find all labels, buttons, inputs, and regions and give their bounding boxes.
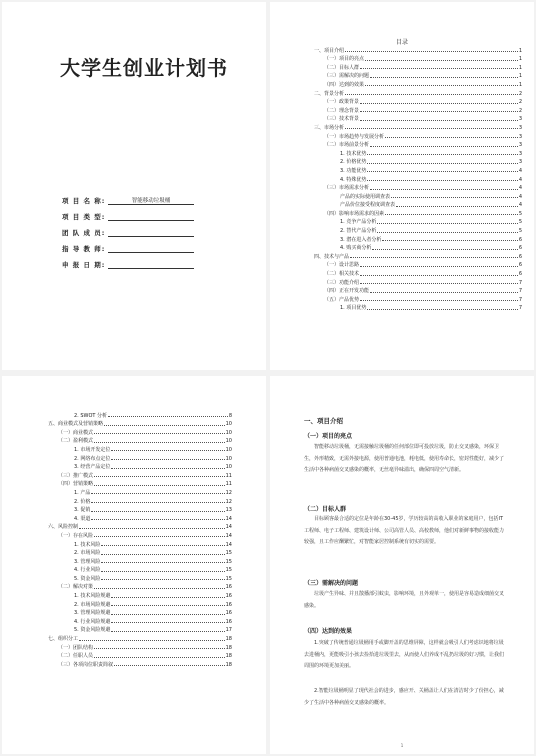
toc-entry-text: （一）团队结构 [58,644,94,651]
cover-field [62,260,194,269]
toc-entry[interactable] [314,260,522,269]
toc-entry-page: 10 [225,421,232,428]
toc-entry-text: （三）推广模式 [58,472,94,479]
toc-entry[interactable] [48,444,232,453]
toc-entry-page: 7 [518,296,522,303]
toc-entry-page: 3 [518,159,522,166]
cover-field-label: 项 目 名 称: [62,197,106,205]
paragraph-problems: 垃圾产生异味、并且散播部引蚊虫，影响环境，且外观单一，使用是容易造成细菌交叉感染。 [304,591,505,609]
toc-entry-page: 2 [518,107,522,114]
toc-entry[interactable] [314,105,522,114]
section-title: 一、项目介绍 [304,417,343,425]
toc-leader-dots [94,476,225,477]
toc-list-1 [314,45,522,311]
toc-list-2 [48,410,232,668]
subsection-heading-2: （二）目标人群 [304,506,347,513]
toc-entry[interactable] [314,165,522,174]
toc-entry-page: 11 [225,472,232,479]
cover-field-value [108,212,194,221]
toc-entry-page: 6 [518,253,522,260]
toc-entry-text: （四）达到的效果 [324,81,365,88]
toc-entry[interactable] [314,217,522,226]
toc-entry-page: 1 [518,64,522,71]
paragraph-effect-2: 2.智能垃圾桶明显了现代社会的进步，感应开、关桶盖让人们在清洁时少了份担心，减少了生活中各种病菌交叉感染的概率。 [304,688,504,706]
toc-entry-page: 11 [225,481,232,488]
toc-leader-dots [79,640,225,641]
toc-entry[interactable] [48,633,232,642]
toc-entry-page: 5 [518,210,522,217]
toc-entry-text: 2. 替代产品分析 [340,228,377,235]
toc-entry-text: 3. 功能优势 [340,167,367,174]
cover-field [62,228,194,237]
toc-leader-dots [94,442,225,443]
toc-entry[interactable] [314,251,522,260]
toc-entry-page: 16 [225,593,232,600]
toc-entry[interactable] [48,427,232,436]
toc-entry-page: 12 [225,489,232,496]
cover-field-value [108,260,194,269]
subsection-heading-4: （四）达到的效果 [304,628,353,635]
toc-entry-text: 二、背景分析 [314,90,345,97]
toc-entry-text: （三）功能介绍 [324,279,360,286]
toc-entry[interactable] [314,191,522,200]
toc-entry-page: 16 [225,618,232,625]
toc-leader-dots [360,120,518,121]
paragraph-effect-1: 1.突破了传统普通垃圾桶用手或脚开盖的思维屏障，这样就会吸引人们考虑识地将垃圾去进桶内，更能吸引小孩去捡拾进垃圾里去，从而使人们养成不乱扔垃圾的好习惯，让我们周围的环境更加美丽。 [304,640,505,669]
toc-leader-dots [111,597,224,598]
toc-entry-page: 1 [518,47,522,54]
toc-entry-text: 3. 经营产品定位 [74,464,111,471]
toc-entry[interactable] [314,148,522,157]
toc-leader-dots [111,614,224,615]
toc-entry-text: 2. 市场风险规避 [74,601,111,608]
toc-entry[interactable] [48,599,232,608]
toc-entry-page: 10 [225,464,232,471]
toc-entry-page: 7 [518,279,522,286]
toc-entry-page: 10 [225,438,232,445]
toc-entry-text: 3. 管理风险规避 [74,610,111,617]
toc-entry-text: （一）项目的亮点 [324,56,365,63]
toc-entry-text: 2. 价格 [74,498,91,505]
toc-entry-text: 五、商业模式及营销策略 [48,421,104,428]
toc-entry-text: 3. 管理风险 [74,558,101,565]
toc-entry[interactable] [314,286,522,295]
toc-entry-text: （三）市场需求分析 [324,185,370,192]
toc-leader-dots [370,189,518,190]
toc-entry-text: 一、项目介绍 [314,47,345,54]
toc-entry[interactable] [48,548,232,557]
toc-entry-page: 18 [225,653,232,660]
toc-leader-dots [94,657,225,658]
toc-leader-dots [94,433,225,434]
toc-leader-dots [101,562,224,563]
toc-entry[interactable] [314,183,522,192]
toc-entry-page: 14 [225,532,232,539]
toc-entry-text: （二）盈利模式 [58,438,94,445]
toc-entry[interactable] [314,62,522,71]
toc-entry[interactable] [48,582,232,591]
toc-entry-text: 1. 技术优势 [340,150,367,157]
toc-leader-dots [94,485,225,486]
toc-entry-text: 1. 技术风险规避 [74,593,111,600]
cover-field [62,244,194,253]
toc-leader-dots [367,309,517,310]
toc-entry-text: 4. 行业风险规避 [74,618,111,625]
toc-leader-dots [360,266,518,267]
toc-entry-page: 1 [518,81,522,88]
toc-leader-dots [94,588,225,589]
toc-entry[interactable] [314,122,522,131]
toc-entry-text: 六、风险控制 [48,524,79,531]
toc-leader-dots [360,275,518,276]
toc-leader-dots [370,77,518,78]
toc-leader-dots [350,257,518,258]
toc-entry-text: （二）相关技术 [324,271,360,278]
toc-leader-dots [365,85,518,86]
toc-entry[interactable] [314,208,522,217]
toc-entry-text: （三）需解决的问题 [324,73,370,80]
toc-entry[interactable] [48,496,232,505]
toc-entry-page: 14 [225,524,232,531]
toc-leader-dots [377,232,517,233]
toc-entry[interactable] [48,573,232,582]
toc-entry-text: （三）各项岗位职责简叙 [58,661,114,668]
toc-entry-page: 18 [225,644,232,651]
toc-entry-page: 4 [518,202,522,209]
toc-entry-page: 15 [225,575,232,582]
toc-entry[interactable] [314,54,522,63]
toc-entry[interactable] [48,539,232,548]
toc-entry-page: 3 [518,133,522,140]
toc-leader-dots [385,214,518,215]
toc-leader-dots [91,511,224,512]
toc-entry-page: 7 [518,288,522,295]
cover-field-value: 智能移动垃圾桶 [108,196,194,205]
toc-entry-text: 2. 网络布点定位 [74,455,111,462]
toc-leader-dots [367,163,517,164]
toc-entry[interactable] [48,410,232,419]
toc-entry-page: 16 [225,601,232,608]
toc-entry[interactable] [48,556,232,565]
toc-leader-dots [360,300,518,301]
toc-entry[interactable] [48,487,232,496]
toc-entry-text: （二）理念背景 [324,107,360,114]
toc-entry[interactable] [314,140,522,149]
toc-entry-text: （二）目标人群 [324,64,360,71]
toc-entry-text: 4. 购买商分析 [340,245,372,252]
toc-entry[interactable] [48,479,232,488]
paragraph-target-group: 目标顾客最合适的定位是年龄在30-45岁，学历较高的高收入职业的家庭用户，包括IT工程师、电子工程师、建筑设计师、公司高管人员、高校教师，他们对新鲜事物的接收能力较强，且工作应酬繁忙，对智能家居控制系统有切实的需要。 [304,516,505,545]
toc-entry-page: 6 [518,262,522,269]
toc-entry-page: 3 [518,124,522,131]
toc-entry[interactable] [48,505,232,514]
toc-entry[interactable] [314,157,522,166]
toc-entry-page: 10 [225,455,232,462]
toc-entry-text: （一）商业模式 [58,429,94,436]
toc-entry-text: （五）产品优势 [324,296,360,303]
toc-entry-page: 2 [518,90,522,97]
toc-leader-dots [111,459,224,460]
toc-entry-text: 3. 促销 [74,507,91,514]
toc-entry-text: （一）存在风险 [58,532,94,539]
toc-entry[interactable] [314,268,522,277]
toc-leader-dots [101,554,224,555]
toc-entry[interactable] [48,462,232,471]
toc-leader-dots [382,240,517,241]
toc-page-1 [270,2,534,370]
toc-entry-page: 4 [518,193,522,200]
toc-entry[interactable] [314,71,522,80]
toc-entry-text: （四）影响市场需求的因素 [324,210,385,217]
toc-entry-text: （一）政策背景 [324,99,360,106]
toc-entry-text: 三、市场分析 [314,124,345,131]
toc-leader-dots [91,493,224,494]
toc-entry-page: 6 [518,236,522,243]
toc-leader-dots [360,111,518,112]
toc-entry[interactable] [314,88,522,97]
toc-entry-page: 15 [225,550,232,557]
toc-entry[interactable] [48,470,232,479]
toc-entry-text: （三）技术背景 [324,116,360,123]
toc-leader-dots [94,648,225,649]
toc-entry-page: 4 [518,176,522,183]
subsection-heading-3: （三）需解决的问题 [304,580,359,587]
toc-entry-text: 3. 潜在进入者分析 [340,236,382,243]
toc-leader-dots [94,536,225,537]
toc-entry-page: 10 [225,446,232,453]
toc-entry-page: 5 [518,228,522,235]
toc-entry-page: 6 [518,271,522,278]
toc-entry-text: （二）市场前景分析 [324,142,370,149]
toc-entry[interactable] [314,303,522,312]
toc-entry-page: 15 [225,558,232,565]
toc-leader-dots [91,519,224,520]
toc-entry[interactable] [314,294,522,303]
toc-entry-page: 3 [518,142,522,149]
content-page [270,376,534,754]
toc-entry-page: 18 [225,661,232,668]
toc-leader-dots [370,292,518,293]
toc-entry[interactable] [314,114,522,123]
cover-field-label: 指 导 教 师: [62,245,106,253]
toc-entry-page: 13 [225,507,232,514]
toc-entry-text: 5. 资金风险 [74,575,101,582]
toc-entry-text: 4. 行业风险 [74,567,101,574]
toc-entry-page: 14 [225,515,232,522]
toc-entry[interactable] [314,79,522,88]
toc-leader-dots [111,622,224,623]
cover-field-label: 项 目 类 型: [62,213,106,221]
toc-entry-page: 7 [518,305,522,312]
toc-entry-text: 四、技术与产品 [314,253,350,260]
toc-entry[interactable] [48,590,232,599]
toc-entry-text: （四）营销策略 [58,481,94,488]
toc-leader-dots [360,68,518,69]
toc-leader-dots [101,579,224,580]
toc-entry[interactable] [48,565,232,574]
toc-entry-text: 5. 资金风险规避 [74,627,111,634]
toc-entry-page: 18 [225,636,232,643]
toc-entry-page: 1 [518,73,522,80]
toc-entry-page: 16 [225,584,232,591]
toc-entry-text: 2. SWOT 分析 [74,412,108,419]
toc-leader-dots [365,60,518,61]
toc-leader-dots [385,137,518,138]
toc-leader-dots [345,128,518,129]
toc-entry-text: 1. 竞争产品分析 [340,219,377,226]
toc-entry-page: 12 [225,498,232,505]
toc-leader-dots [391,197,518,198]
toc-entry-page: 8 [228,412,232,419]
toc-leader-dots [396,206,518,207]
toc-entry-page: 17 [225,627,232,634]
toc-entry[interactable] [314,131,522,140]
toc-leader-dots [360,283,518,284]
toc-entry-text: 1. 产品 [74,489,91,496]
toc-entry[interactable] [48,419,232,428]
toc-entry-page: 4 [518,167,522,174]
toc-leader-dots [367,154,517,155]
toc-leader-dots [111,450,224,451]
toc-entry-text: 4. 渠道 [74,515,91,522]
toc-leader-dots [367,171,517,172]
toc-leader-dots [372,249,517,250]
toc-leader-dots [367,180,517,181]
toc-leader-dots [377,223,517,224]
toc-entry[interactable] [314,243,522,252]
cover-field [62,212,194,221]
toc-entry[interactable] [48,651,232,660]
toc-page-2 [2,376,266,754]
toc-entry-text: （一）设计思路 [324,262,360,269]
cover-page [2,2,266,370]
toc-entry[interactable] [314,45,522,54]
toc-leader-dots [108,416,228,417]
toc-entry-page: 2 [518,99,522,106]
toc-leader-dots [360,103,518,104]
toc-entry-text: （一）市场趋势与发展分析 [324,133,385,140]
toc-entry[interactable] [48,659,232,668]
toc-leader-dots [114,665,225,666]
cover-field [62,196,194,205]
toc-entry-page: 10 [225,429,232,436]
cover-field-label: 申 报 日 期: [62,261,106,269]
toc-entry[interactable] [48,608,232,617]
toc-title: 目录 [395,39,408,46]
toc-entry-page: 3 [518,116,522,123]
toc-entry[interactable] [314,200,522,209]
page-number: 1 [400,743,404,748]
toc-entry-page: 3 [518,150,522,157]
toc-entry-text: （四）正在开发功能 [324,288,370,295]
toc-entry-page: 5 [518,219,522,226]
toc-leader-dots [111,605,224,606]
toc-entry[interactable] [48,453,232,462]
toc-entry-page: 6 [518,245,522,252]
toc-entry[interactable] [314,225,522,234]
cover-field-value [108,244,194,253]
toc-entry[interactable] [48,530,232,539]
toc-entry[interactable] [314,234,522,243]
toc-entry-page: 15 [225,567,232,574]
toc-leader-dots [370,146,518,147]
toc-leader-dots [345,94,518,95]
toc-entry-page: 1 [518,56,522,63]
toc-leader-dots [345,51,518,52]
toc-leader-dots [101,571,224,572]
toc-entry[interactable] [48,642,232,651]
toc-leader-dots [104,425,225,426]
toc-entry-text: 1. 项目优势 [340,305,367,312]
cover-field-value [108,228,194,237]
toc-entry-page: 14 [225,541,232,548]
toc-entry[interactable] [48,625,232,634]
toc-entry[interactable] [314,97,522,106]
toc-entry-text: 4. 特殊优势 [340,176,367,183]
cover-field-label: 团 队 成 员: [62,229,106,237]
toc-entry[interactable] [314,174,522,183]
toc-leader-dots [111,468,224,469]
toc-entry[interactable] [48,616,232,625]
toc-entry-text: 七、组织分工 [48,636,79,643]
toc-entry-text: 产品价位接受程度调查表 [340,202,396,209]
toc-entry-text: 2. 市场风险 [74,550,101,557]
toc-entry-text: 2. 价格优势 [340,159,367,166]
toc-entry-text: 1. 市场开发定位 [74,446,111,453]
toc-entry[interactable] [48,522,232,531]
toc-entry[interactable] [48,513,232,522]
toc-entry-text: 1. 技术风险 [74,541,101,548]
toc-leader-dots [91,502,224,503]
toc-entry-text: （二）任职人员 [58,653,94,660]
toc-leader-dots [101,545,224,546]
toc-entry-page: 4 [518,185,522,192]
subsection-heading-1: （一）项目的亮点 [304,433,353,440]
toc-entry-page: 16 [225,610,232,617]
toc-leader-dots [79,528,225,529]
paragraph-highlights: 智能移动垃圾桶，无需接触垃圾桶的任何部位即可投放垃圾，防止交叉感染，环保卫生，外形精致，无需外接电源，使用普通电池，耗电低，使用寿命长，密封性能好，减少了生活中各种病菌交叉感染的概率，无丝毫异味溢出，确保四周空气清新。 [304,444,505,473]
toc-entry[interactable] [314,277,522,286]
toc-entry-text: （二）解决对策 [58,584,94,591]
toc-entry[interactable] [48,436,232,445]
toc-entry-text: 产品的实际使用调查表 [340,193,391,200]
cover-title: 大学生创业计划书 [60,56,228,80]
toc-leader-dots [111,631,224,632]
